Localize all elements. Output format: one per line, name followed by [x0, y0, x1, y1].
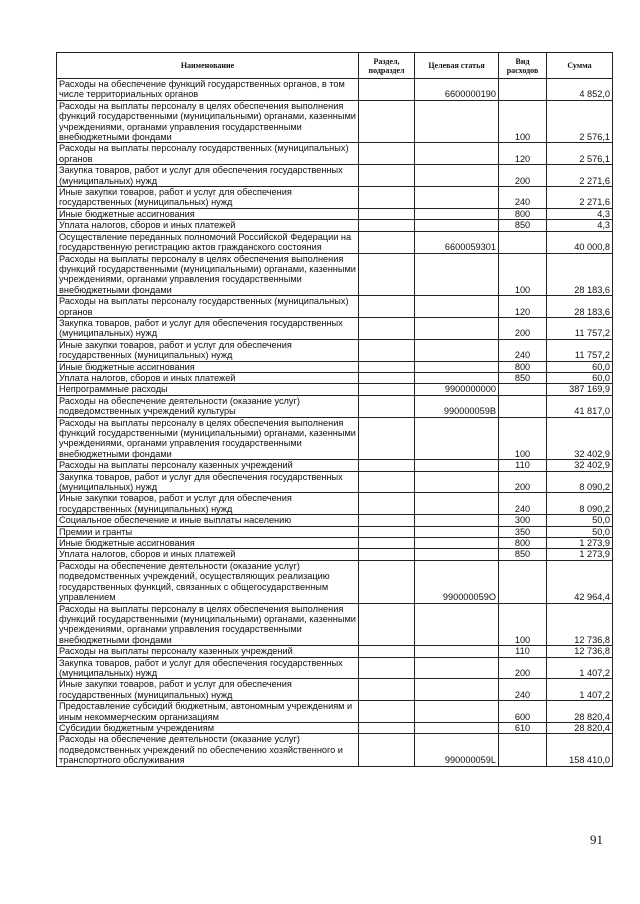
- cell-article: [415, 187, 499, 209]
- cell-sum: 1 407,2: [547, 657, 613, 679]
- cell-kind: [499, 560, 547, 603]
- cell-section: [359, 187, 415, 209]
- table-row: [57, 79, 613, 101]
- cell-kind: 110: [499, 460, 547, 471]
- cell-article: [415, 515, 499, 526]
- cell-name: Расходы на выплаты персоналу в целях обеспечения выполнения функций государственными (муниципальными) органами, казенными учреждениями, органами управления государственными внебюджетными фондами: [57, 603, 359, 646]
- cell-sum: 4,3: [547, 220, 613, 231]
- document-page: [56, 52, 612, 767]
- cell-kind: 600: [499, 701, 547, 723]
- cell-article: [415, 603, 499, 646]
- table-row: [57, 231, 613, 253]
- table-row: [57, 296, 613, 318]
- cell-article: [415, 296, 499, 318]
- cell-sum: 2 271,6: [547, 165, 613, 187]
- cell-kind: 350: [499, 526, 547, 537]
- cell-sum: 60,0: [547, 372, 613, 383]
- cell-kind: 610: [499, 722, 547, 733]
- header-section: Раздел, подраздел: [359, 53, 415, 79]
- cell-kind: 800: [499, 208, 547, 219]
- cell-kind: 200: [499, 657, 547, 679]
- table-row: [57, 417, 613, 460]
- budget-table: [56, 52, 613, 767]
- cell-name: Расходы на выплаты персоналу государственных (муниципальных) органов: [57, 143, 359, 165]
- table-row: [57, 339, 613, 361]
- cell-name: Иные закупки товаров, работ и услуг для обеспечения государственных (муниципальных) нужд: [57, 679, 359, 701]
- cell-article: [415, 538, 499, 549]
- cell-section: [359, 220, 415, 231]
- cell-section: [359, 679, 415, 701]
- cell-name: Расходы на обеспечение функций государственных органов, в том числе территориальных органов: [57, 79, 359, 101]
- cell-section: [359, 208, 415, 219]
- cell-article: 990000059L: [415, 734, 499, 766]
- page-number: 91: [590, 832, 603, 847]
- cell-article: [415, 253, 499, 296]
- cell-sum: 11 757,2: [547, 317, 613, 339]
- cell-name: Иные закупки товаров, работ и услуг для обеспечения государственных (муниципальных) нужд: [57, 187, 359, 209]
- table-row: [57, 253, 613, 296]
- cell-sum: 11 757,2: [547, 339, 613, 361]
- cell-section: [359, 734, 415, 766]
- cell-sum: 8 090,2: [547, 493, 613, 515]
- cell-kind: 100: [499, 253, 547, 296]
- cell-article: [415, 417, 499, 460]
- cell-name: Расходы на выплаты персоналу государственных (муниципальных) органов: [57, 296, 359, 318]
- cell-name: Уплата налогов, сборов и иных платежей: [57, 220, 359, 231]
- table-row: [57, 526, 613, 537]
- cell-section: [359, 538, 415, 549]
- table-row: [57, 460, 613, 471]
- cell-name: Расходы на обеспечение деятельности (оказание услуг) подведомственных учреждений, осуществляющих реализацию государственных функций, связанных с общегосударственным управлением: [57, 560, 359, 603]
- cell-article: [415, 100, 499, 143]
- cell-article: [415, 317, 499, 339]
- cell-section: [359, 560, 415, 603]
- cell-name: Иные закупки товаров, работ и услуг для обеспечения государственных (муниципальных) нужд: [57, 493, 359, 515]
- cell-section: [359, 395, 415, 417]
- cell-sum: 387 169,9: [547, 384, 613, 395]
- table-row: [57, 143, 613, 165]
- table-row: [57, 722, 613, 733]
- cell-section: [359, 460, 415, 471]
- cell-section: [359, 526, 415, 537]
- table-row: [57, 679, 613, 701]
- table-row: [57, 471, 613, 493]
- cell-sum: 1 407,2: [547, 679, 613, 701]
- cell-article: [415, 165, 499, 187]
- cell-kind: [499, 395, 547, 417]
- cell-sum: 4,3: [547, 208, 613, 219]
- cell-sum: 2 271,6: [547, 187, 613, 209]
- cell-sum: 50,0: [547, 526, 613, 537]
- cell-kind: [499, 231, 547, 253]
- table-row: [57, 100, 613, 143]
- cell-kind: 240: [499, 339, 547, 361]
- cell-article: 990000059О: [415, 560, 499, 603]
- cell-section: [359, 471, 415, 493]
- cell-kind: 850: [499, 372, 547, 383]
- cell-section: [359, 701, 415, 723]
- header-article: Целевая статья: [415, 53, 499, 79]
- table-row: [57, 603, 613, 646]
- cell-kind: 120: [499, 143, 547, 165]
- cell-article: [415, 471, 499, 493]
- cell-name: Иные бюджетные ассигнования: [57, 208, 359, 219]
- cell-kind: 850: [499, 549, 547, 560]
- cell-name: Расходы на выплаты персоналу в целях обеспечения выполнения функций государственными (муниципальными) органами, казенными учреждениями, органами управления государственными внебюджетными фондами: [57, 253, 359, 296]
- cell-name: Уплата налогов, сборов и иных платежей: [57, 372, 359, 383]
- cell-name: Премии и гранты: [57, 526, 359, 537]
- cell-article: [415, 701, 499, 723]
- cell-sum: 32 402,9: [547, 460, 613, 471]
- cell-article: 6600059301: [415, 231, 499, 253]
- table-row: [57, 560, 613, 603]
- cell-kind: 200: [499, 471, 547, 493]
- cell-article: [415, 339, 499, 361]
- table-row: [57, 372, 613, 383]
- cell-article: [415, 679, 499, 701]
- cell-name: Осуществление переданных полномочий Российской Федерации на государственную регистрацию актов гражданского состояния: [57, 231, 359, 253]
- cell-article: [415, 208, 499, 219]
- cell-sum: 1 273,9: [547, 538, 613, 549]
- cell-name: Закупка товаров, работ и услуг для обеспечения государственных (муниципальных) нужд: [57, 165, 359, 187]
- cell-name: Предоставление субсидий бюджетным, автономным учреждениям и иным некоммерческим организациям: [57, 701, 359, 723]
- cell-article: [415, 646, 499, 657]
- cell-section: [359, 165, 415, 187]
- table-row: [57, 493, 613, 515]
- cell-sum: 28 820,4: [547, 722, 613, 733]
- cell-name: Расходы на обеспечение деятельности (оказание услуг) подведомственных учреждений по обеспечению хозяйственного и транспортного обслуживания: [57, 734, 359, 766]
- cell-article: [415, 143, 499, 165]
- cell-section: [359, 79, 415, 101]
- cell-sum: 2 576,1: [547, 100, 613, 143]
- cell-sum: 8 090,2: [547, 471, 613, 493]
- table-row: [57, 657, 613, 679]
- table-row: [57, 208, 613, 219]
- cell-section: [359, 231, 415, 253]
- cell-sum: 4 852,0: [547, 79, 613, 101]
- cell-sum: 2 576,1: [547, 143, 613, 165]
- table-row: [57, 734, 613, 766]
- cell-article: [415, 526, 499, 537]
- cell-name: Закупка товаров, работ и услуг для обеспечения государственных (муниципальных) нужд: [57, 657, 359, 679]
- header-name: Наименование: [57, 53, 359, 79]
- cell-section: [359, 253, 415, 296]
- cell-name: Расходы на выплаты персоналу в целях обеспечения выполнения функций государственными (муниципальными) органами, казенными учреждениями, органами управления государственными внебюджетными фондами: [57, 417, 359, 460]
- cell-article: 6600000190: [415, 79, 499, 101]
- cell-sum: 28 820,4: [547, 701, 613, 723]
- cell-article: [415, 549, 499, 560]
- table-row: [57, 701, 613, 723]
- cell-kind: [499, 79, 547, 101]
- cell-kind: 850: [499, 220, 547, 231]
- cell-article: [415, 493, 499, 515]
- cell-name: Закупка товаров, работ и услуг для обеспечения государственных (муниципальных) нужд: [57, 317, 359, 339]
- cell-name: Иные закупки товаров, работ и услуг для обеспечения государственных (муниципальных) нужд: [57, 339, 359, 361]
- cell-section: [359, 296, 415, 318]
- cell-kind: 240: [499, 187, 547, 209]
- cell-section: [359, 372, 415, 383]
- cell-article: [415, 657, 499, 679]
- cell-kind: 100: [499, 417, 547, 460]
- cell-sum: 28 183,6: [547, 253, 613, 296]
- cell-section: [359, 100, 415, 143]
- cell-kind: 100: [499, 603, 547, 646]
- cell-sum: 158 410,0: [547, 734, 613, 766]
- cell-kind: [499, 734, 547, 766]
- cell-name: Субсидии бюджетным учреждениям: [57, 722, 359, 733]
- cell-kind: 240: [499, 493, 547, 515]
- cell-sum: 40 000,8: [547, 231, 613, 253]
- cell-kind: 100: [499, 100, 547, 143]
- table-row: [57, 187, 613, 209]
- cell-article: 990000059В: [415, 395, 499, 417]
- cell-kind: 200: [499, 165, 547, 187]
- cell-article: [415, 361, 499, 372]
- table-row: [57, 361, 613, 372]
- cell-name: Непрограммные расходы: [57, 384, 359, 395]
- table-row: [57, 317, 613, 339]
- cell-section: [359, 603, 415, 646]
- cell-section: [359, 339, 415, 361]
- cell-name: Закупка товаров, работ и услуг для обеспечения государственных (муниципальных) нужд: [57, 471, 359, 493]
- table-row: [57, 395, 613, 417]
- cell-sum: 50,0: [547, 515, 613, 526]
- cell-name: Расходы на обеспечение деятельности (оказание услуг) подведомственных учреждений культуры: [57, 395, 359, 417]
- cell-name: Социальное обеспечение и иные выплаты населению: [57, 515, 359, 526]
- cell-section: [359, 722, 415, 733]
- table-row: [57, 549, 613, 560]
- cell-section: [359, 657, 415, 679]
- cell-article: [415, 460, 499, 471]
- cell-article: [415, 220, 499, 231]
- table-row: [57, 384, 613, 395]
- table-row: [57, 165, 613, 187]
- cell-sum: 28 183,6: [547, 296, 613, 318]
- cell-sum: 41 817,0: [547, 395, 613, 417]
- cell-sum: 1 273,9: [547, 549, 613, 560]
- cell-sum: 60,0: [547, 361, 613, 372]
- cell-article: 9900000000: [415, 384, 499, 395]
- header-kind: Вид расходов: [499, 53, 547, 79]
- cell-kind: 200: [499, 317, 547, 339]
- cell-section: [359, 417, 415, 460]
- cell-sum: 12 736,8: [547, 646, 613, 657]
- table-row: [57, 515, 613, 526]
- cell-kind: [499, 384, 547, 395]
- cell-article: [415, 372, 499, 383]
- cell-name: Иные бюджетные ассигнования: [57, 361, 359, 372]
- cell-kind: 300: [499, 515, 547, 526]
- cell-section: [359, 317, 415, 339]
- cell-section: [359, 384, 415, 395]
- cell-kind: 240: [499, 679, 547, 701]
- table-row: [57, 646, 613, 657]
- cell-name: Уплата налогов, сборов и иных платежей: [57, 549, 359, 560]
- table-body: [57, 79, 613, 767]
- cell-name: Расходы на выплаты персоналу казенных учреждений: [57, 646, 359, 657]
- cell-section: [359, 493, 415, 515]
- header-sum: Сумма: [547, 53, 613, 79]
- cell-name: Расходы на выплаты персоналу в целях обеспечения выполнения функций государственными (муниципальными) органами, казенными учреждениями, органами управления государственными внебюджетными фондами: [57, 100, 359, 143]
- cell-name: Расходы на выплаты персоналу казенных учреждений: [57, 460, 359, 471]
- cell-sum: 12 736,8: [547, 603, 613, 646]
- table-row: [57, 220, 613, 231]
- cell-kind: 110: [499, 646, 547, 657]
- table-header-row: [57, 53, 613, 79]
- cell-name: Иные бюджетные ассигнования: [57, 538, 359, 549]
- cell-section: [359, 361, 415, 372]
- cell-section: [359, 549, 415, 560]
- cell-section: [359, 646, 415, 657]
- cell-section: [359, 515, 415, 526]
- cell-article: [415, 722, 499, 733]
- cell-sum: 42 964,4: [547, 560, 613, 603]
- cell-sum: 32 402,9: [547, 417, 613, 460]
- table-row: [57, 538, 613, 549]
- cell-kind: 120: [499, 296, 547, 318]
- cell-kind: 800: [499, 361, 547, 372]
- cell-section: [359, 143, 415, 165]
- cell-kind: 800: [499, 538, 547, 549]
